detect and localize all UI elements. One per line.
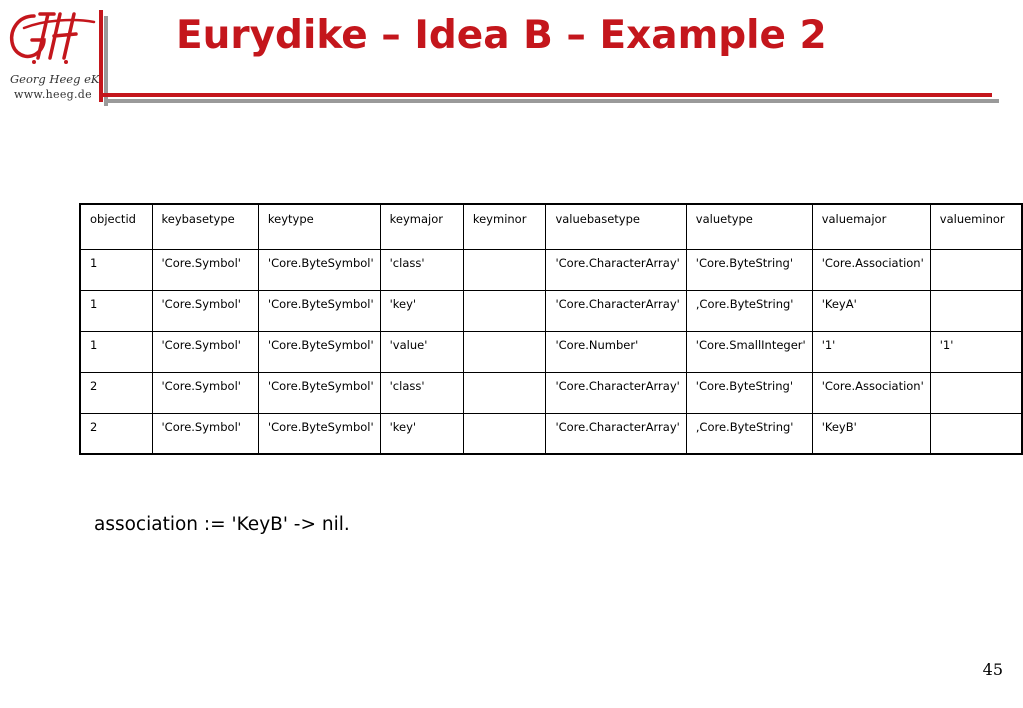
table-cell: ‚Core.ByteString' xyxy=(686,413,812,454)
table-cell: 'Core.Number' xyxy=(546,331,686,372)
table-cell: 'KeyB' xyxy=(812,413,930,454)
table-cell xyxy=(463,331,546,372)
table-cell: 'Core.ByteString' xyxy=(686,372,812,413)
data-table xyxy=(79,203,1023,455)
slide-title: Eurydike – Idea B – Example 2 xyxy=(176,13,827,58)
logo-monogram-icon xyxy=(4,8,98,70)
table-cell: '1' xyxy=(812,331,930,372)
table-cell: 'Core.Symbol' xyxy=(152,372,258,413)
table-cell: 'KeyA' xyxy=(812,290,930,331)
table-row xyxy=(80,413,1022,454)
table-cell: ‚Core.ByteString' xyxy=(686,290,812,331)
table-cell: '1' xyxy=(930,331,1022,372)
table-cell xyxy=(463,249,546,290)
table-cell: 'Core.ByteString' xyxy=(686,249,812,290)
table-row xyxy=(80,372,1022,413)
column-header: keybasetype xyxy=(152,204,258,249)
table-row xyxy=(80,290,1022,331)
table-cell: 'Core.ByteSymbol' xyxy=(258,290,380,331)
table-cell: 'Core.Symbol' xyxy=(152,249,258,290)
column-header: keymajor xyxy=(380,204,463,249)
table-cell: 'Core.CharacterArray' xyxy=(546,413,686,454)
table-cell xyxy=(930,372,1022,413)
table-cell: 1 xyxy=(80,290,152,331)
table-cell: 'value' xyxy=(380,331,463,372)
table-cell: 'Core.Symbol' xyxy=(152,413,258,454)
table-cell: 'Core.Association' xyxy=(812,249,930,290)
code-statement: association := 'KeyB' -> nil. xyxy=(94,514,350,535)
column-header: valueminor xyxy=(930,204,1022,249)
column-header: valuemajor xyxy=(812,204,930,249)
vertical-divider xyxy=(99,10,103,102)
table-cell: 'class' xyxy=(380,249,463,290)
table-cell: 'key' xyxy=(380,413,463,454)
table-cell: 'Core.CharacterArray' xyxy=(546,372,686,413)
table-cell: 'Core.Symbol' xyxy=(152,331,258,372)
page-number: 45 xyxy=(982,660,1003,679)
table-cell: 2 xyxy=(80,372,152,413)
logo-website: www.heeg.de xyxy=(14,88,92,101)
table-cell xyxy=(463,290,546,331)
table-cell: 'Core.CharacterArray' xyxy=(546,290,686,331)
table-cell: 'class' xyxy=(380,372,463,413)
table-cell: 'Core.CharacterArray' xyxy=(546,249,686,290)
table-cell: 'Core.Association' xyxy=(812,372,930,413)
table-cell: 'Core.SmallInteger' xyxy=(686,331,812,372)
column-header: keytype xyxy=(258,204,380,249)
table-cell xyxy=(930,290,1022,331)
horizontal-divider xyxy=(99,93,992,97)
column-header: keyminor xyxy=(463,204,546,249)
table-cell xyxy=(463,372,546,413)
column-header: valuetype xyxy=(686,204,812,249)
table-cell xyxy=(930,413,1022,454)
logo-company-name: Georg Heeg eK xyxy=(10,72,100,86)
table-cell: 'Core.ByteSymbol' xyxy=(258,249,380,290)
column-header: valuebasetype xyxy=(546,204,686,249)
column-header: objectid xyxy=(80,204,152,249)
table-cell xyxy=(463,413,546,454)
table-cell: 1 xyxy=(80,331,152,372)
logo xyxy=(4,8,98,100)
horizontal-divider-shadow xyxy=(106,99,999,103)
table-cell: 'key' xyxy=(380,290,463,331)
table-cell: 2 xyxy=(80,413,152,454)
table-cell: 'Core.ByteSymbol' xyxy=(258,372,380,413)
table-cell: 'Core.ByteSymbol' xyxy=(258,331,380,372)
table-cell xyxy=(930,249,1022,290)
table-cell: 'Core.ByteSymbol' xyxy=(258,413,380,454)
table-row xyxy=(80,331,1022,372)
table-cell: 'Core.Symbol' xyxy=(152,290,258,331)
table-header-row xyxy=(80,204,1022,249)
table-row xyxy=(80,249,1022,290)
table-cell: 1 xyxy=(80,249,152,290)
